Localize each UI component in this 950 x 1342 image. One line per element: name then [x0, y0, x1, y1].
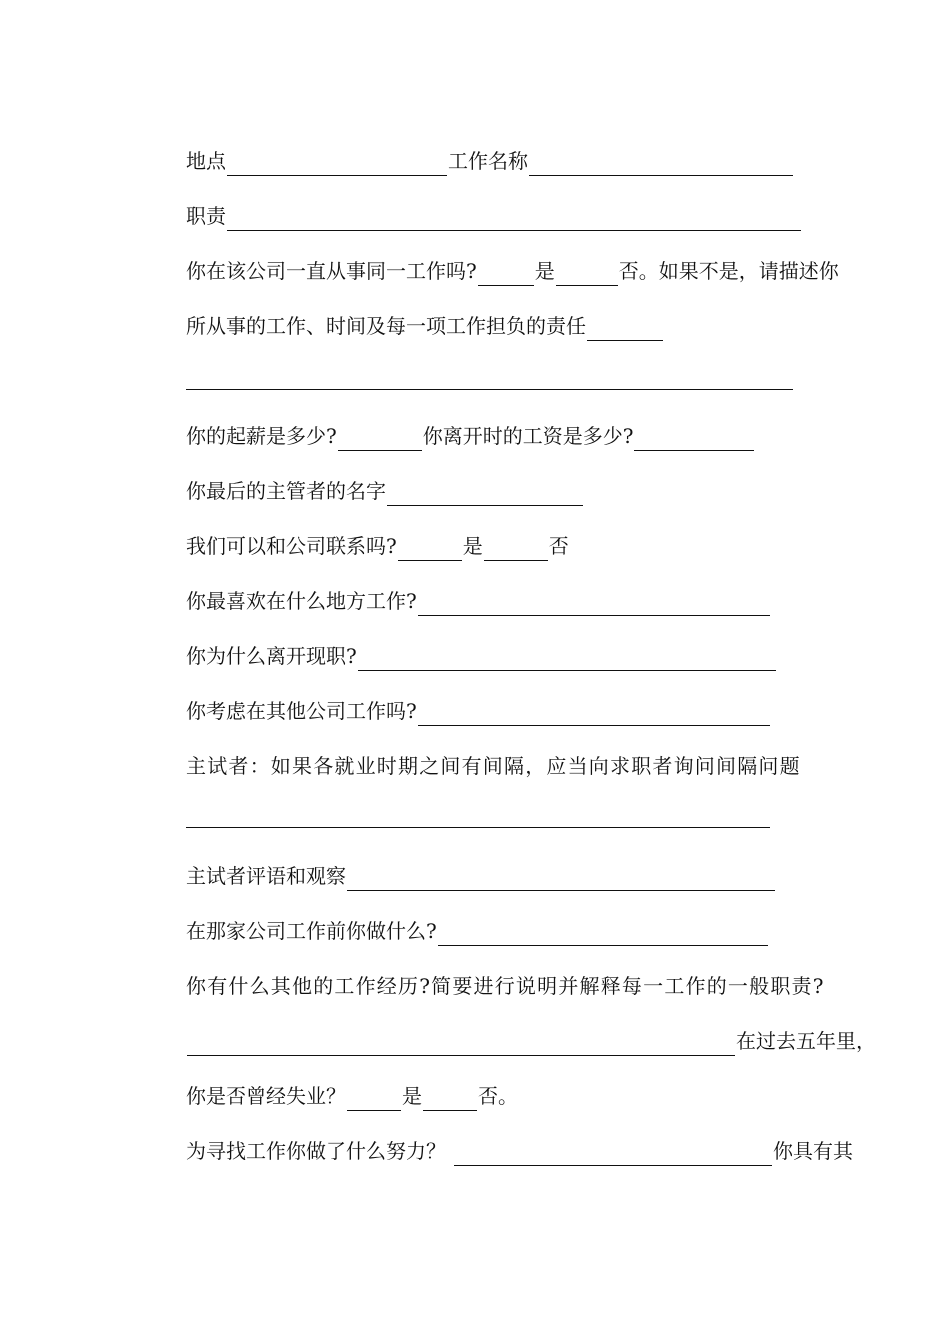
blank-favorite-workplace[interactable]: [418, 593, 770, 616]
label-interviewer-gap-note: 主试者：如果各就业时期之间有间隔，应当向求职者询问间隔问题: [186, 754, 801, 778]
label-starting-salary: 你的起薪是多少?: [186, 424, 337, 448]
form-line-job-search: [186, 1136, 853, 1166]
label-interviewer-comments: 主试者评语和观察: [186, 864, 346, 888]
label-yes: 是: [534, 259, 555, 283]
form-line-other-company: [186, 696, 771, 726]
form-line-before-company: [186, 916, 769, 946]
label-no-describe: 否。如果不是，请描述你: [618, 259, 839, 283]
label-location: 地点: [186, 149, 226, 173]
label-supervisor-name: 你最后的主管者的名字: [186, 479, 386, 503]
label-no: 否: [548, 534, 569, 558]
blank-interviewer-comments[interactable]: [347, 868, 775, 891]
blank-starting-salary[interactable]: [338, 428, 422, 451]
blank-unemployed-no[interactable]: [423, 1088, 477, 1111]
label-other-company: 你考虑在其他公司工作吗?: [186, 699, 417, 723]
label-job-search-effort: 为寻找工作你做了什么努力？: [186, 1139, 446, 1163]
form-line-location: [186, 146, 794, 176]
blank-same-job-yes[interactable]: [478, 263, 534, 286]
label-yes: 是: [402, 1084, 422, 1108]
blank-other-experience[interactable]: [187, 1033, 735, 1056]
label-job-history: 所从事的工作、时间及每一项工作担负的责任: [186, 314, 586, 338]
blank-same-job-no[interactable]: [556, 263, 618, 286]
blank-gap-answer[interactable]: [186, 827, 770, 828]
blank-leaving-reason[interactable]: [358, 648, 776, 671]
blank-contact-no[interactable]: [484, 538, 548, 561]
label-same-job-question: 你在该公司一直从事同一工作吗?: [186, 259, 477, 283]
form-line-interviewer-comments: [186, 861, 776, 891]
form-line-leaving-reason: [186, 641, 777, 671]
blank-location[interactable]: [227, 153, 447, 176]
form-line-unemployed: [186, 1081, 518, 1111]
form-line-contact: [186, 531, 569, 561]
label-contact-question: 我们可以和公司联系吗?: [186, 534, 397, 558]
form-line-interviewer-gap: [186, 751, 801, 781]
form-line-same-job: [186, 256, 839, 286]
form-line-supervisor: [186, 476, 584, 506]
blank-duties[interactable]: [227, 208, 801, 231]
blank-supervisor-name[interactable]: [387, 483, 583, 506]
label-final-salary: 你离开时的工资是多少?: [422, 424, 634, 448]
label-leaving-reason: 你为什么离开现职?: [186, 644, 357, 668]
label-before-company: 在那家公司工作前你做什么?: [186, 919, 437, 943]
form-line-duties: [186, 201, 802, 231]
blank-final-salary[interactable]: [634, 428, 754, 451]
label-favorite-workplace: 你最喜欢在什么地方工作?: [186, 589, 417, 613]
blank-job-history[interactable]: [587, 318, 663, 341]
label-job-title: 工作名称: [448, 149, 528, 173]
form-line-salary: [186, 421, 755, 451]
label-unemployed-question: 你是否曾经失业？: [186, 1084, 346, 1108]
form-line-favorite-workplace: [186, 586, 771, 616]
form-line-job-history: [186, 311, 664, 341]
blank-job-history-continued[interactable]: [186, 389, 793, 390]
label-other-experience: 你有什么其他的工作经历?简要进行说明并解释每一工作的一般职责?: [186, 974, 825, 998]
blank-other-company[interactable]: [418, 703, 770, 726]
blank-unemployed-yes[interactable]: [347, 1088, 401, 1111]
blank-job-search-effort[interactable]: [454, 1143, 772, 1166]
blank-job-title[interactable]: [529, 153, 793, 176]
form-line-other-experience: [186, 971, 825, 1001]
label-yes: 是: [462, 534, 483, 558]
label-duties: 职责: [186, 204, 226, 228]
label-no: 否。: [478, 1084, 518, 1108]
label-past-five-years: 在过去五年里，: [736, 1029, 876, 1053]
form-line-past-five-years: [186, 1026, 876, 1056]
label-continue: 你具有其: [773, 1139, 853, 1163]
blank-before-company[interactable]: [438, 923, 768, 946]
blank-contact-yes[interactable]: [398, 538, 462, 561]
